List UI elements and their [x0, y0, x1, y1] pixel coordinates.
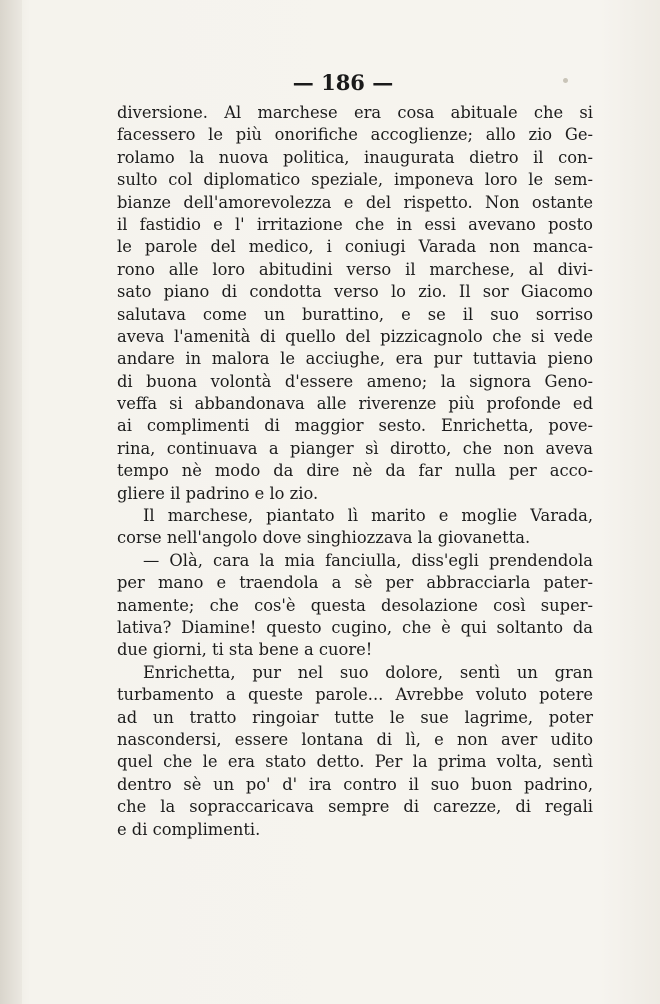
text-line: turbamento a queste parole... Avrebbe voluto potere	[117, 685, 593, 705]
text-line: facessero le più onorifiche accoglienze; allo zio Ge-	[117, 125, 593, 145]
text-line: Enrichetta, pur nel suo dolore, sentì un gran	[143, 662, 593, 682]
text-line: di buona volontà d'essere ameno; la signora Geno-	[117, 371, 593, 391]
text-line: nascondersi, essere lontana di lì, e non aver udito	[117, 729, 593, 749]
text-line: rolamo la nuova politica, inaugurata dietro il con-	[117, 147, 593, 167]
text-line: per mano e traendola a sè per abbracciarla pater-	[117, 573, 593, 593]
text-line: che la sopraccaricava sempre di carezze, di regali	[117, 797, 593, 817]
text-line: diversione. Al marchese era cosa abituale che si	[117, 103, 593, 122]
page-binding-edge	[0, 0, 22, 1004]
text-line: rina, continuava a pianger sì dirotto, che non aveva	[117, 438, 593, 458]
text-line: namente; che cos'è questa desolazione così super-	[117, 595, 593, 615]
body-text	[117, 102, 593, 841]
text-line: ai complimenti di maggior sesto. Enrichetta, pove-	[117, 416, 593, 436]
text-line: — Olà, cara la mia fanciulla, diss'egli prendendola	[143, 550, 593, 570]
text-line: quel che le era stato detto. Per la prima volta, sentì	[117, 752, 593, 772]
text-line: lativa? Diamine! questo cugino, che è qui soltanto da	[117, 617, 593, 637]
text-line: sulto col diplomatico speziale, imponeva loro le sem-	[117, 170, 593, 190]
text-line: sato piano di condotta verso lo zio. Il sor Giacomo	[117, 282, 593, 302]
text-line: corse nell'angolo dove singhiozzava la giovanetta.	[117, 528, 531, 548]
text-line: andare in malora le acciughe, era pur tuttavia pieno	[117, 349, 593, 369]
text-line: ad un tratto ringoiar tutte le sue lagrime, poter	[117, 707, 593, 727]
text-line: tempo nè modo da dire nè da far nulla per acco-	[117, 461, 593, 481]
text-line: veffa si abbandonava alle riverenze più profonde ed	[117, 394, 593, 414]
text-line: gliere il padrino e lo zio.	[117, 483, 319, 503]
text-line: salutava come un burattino, e se il suo sorriso	[117, 304, 593, 324]
text-line: Il marchese, piantato lì marito e moglie Varada,	[143, 506, 593, 526]
text-line: due giorni, ti sta bene a cuore!	[117, 640, 373, 660]
text-line: le parole del medico, i coniugi Varada non manca-	[117, 237, 593, 257]
text-line: bianze dell'amorevolezza e del rispetto. Non ostante	[117, 192, 593, 212]
text-line: e di complimenti.	[117, 819, 261, 839]
text-line: rono alle loro abitudini verso il marchese, al divi-	[117, 259, 593, 279]
text-line: dentro sè un po' d' ira contro il suo buon padrino,	[117, 774, 593, 794]
text-line: il fastidio e l' irritazione che in essi avevano posto	[117, 214, 593, 234]
text-line: aveva l'amenità di quello del pizzicagnolo che si vede	[117, 326, 593, 346]
page-number: — 186 —	[292, 70, 394, 95]
